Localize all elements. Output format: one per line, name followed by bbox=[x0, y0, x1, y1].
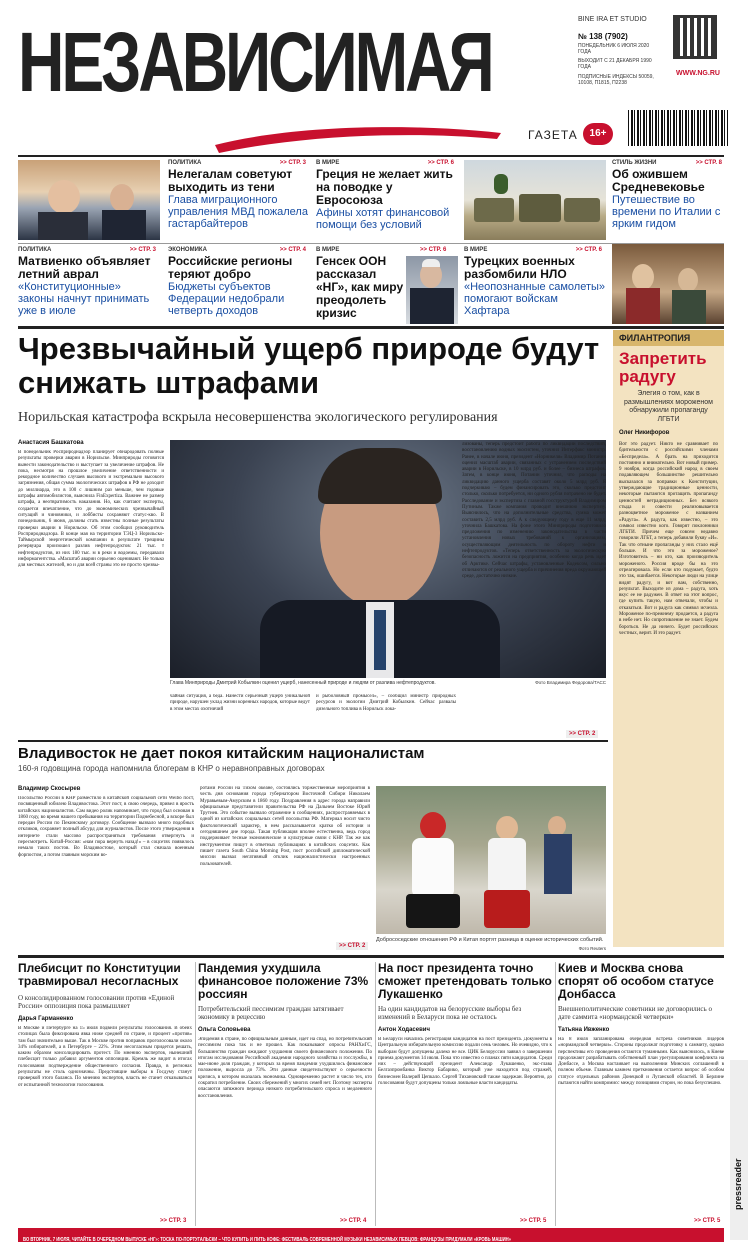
page-ref[interactable]: >> СТР. 6 bbox=[575, 247, 602, 253]
story-title[interactable]: Киев и Москва снова спорят об особом статусе Донбасса bbox=[558, 961, 714, 1001]
masthead bbox=[18, 10, 738, 155]
story-4-page-ref[interactable]: >> СТР. 5 bbox=[694, 1218, 721, 1224]
vladivostok-col-1: Посольство России в КНР разместило в китайской социальной сети Weibo пост, посвященный юбилею Владивостока. Этот пост, в свою очередь, привел в ярость китайских националистов. Сам видео ролик напоминает, что город был основан в 1860 году, во время нашего пребывания на территории Поднебесной, а вскоре был передан России по Пекинскому договору. Сообщение вызвало много подобных откликов, сохраняет полный абсурд для журналистов. После этого утверждения в интернете стали массово распространяться требования отвергнуть и пересмотреть. Китай-Россия: «нам пора вернуть назад!» – в соцсетях появилось немало таких постов. Во Владивостоке, который стал сначала военным форпостом, а потом главным морским во- bbox=[18, 796, 194, 858]
teaser-lead: Бюджеты субъектов Федерации недобрали четверть доходов bbox=[168, 281, 285, 317]
photo-dancers bbox=[376, 786, 606, 934]
teaser-2[interactable] bbox=[316, 160, 458, 240]
issue-indexes: ПОДПИСНЫЕ ИНДЕКСЫ 50059, 10108, П1815, П2238 bbox=[578, 74, 654, 86]
vladivostok-col-2: ротами России на Тихом океане, состоялись торжественные мероприятия в честь дня основания города губернатором Восточной Сибири Николаем Муравьевым-Амурским в 1860 году. Поздравления в адрес города направили официальные представители правительства РФ на Дальнем Востоке Юрий Трутнев. Это событие вызвало отражение в сообщениях, распространяемых в одной из китайских социальных сетей посольства РФ. Материал носит чисто фактологический характер, в нем рассказывается кратко об истории и сегодняшнем дне города. Такая публикация вполне естественна, ведь город поддерживает тесные экономические и культурные связи с КНР. Так же как инструментом пишут в ответных публикациях в китайских соцсетях. Как пишет газета South China Morning Post, пост российской дипломатической миссии вызвал негативный отклик националистически настроенных пользователей. bbox=[200, 786, 370, 867]
vladivostok-caption: Добрососедские отношения РФ и Китая портят разница в оценке исторических событий. bbox=[376, 937, 604, 943]
story-author: Антон Ходасевич bbox=[378, 1027, 430, 1033]
story-title[interactable]: Пандемия ухудшила финансовое положение 73% россиян bbox=[198, 961, 369, 1001]
teaser-title[interactable]: Российские регионы теряют добро bbox=[168, 254, 293, 281]
section-label: ПОЛИТИКА bbox=[18, 247, 52, 253]
story-body: В Беларуси начались регистрация кандидатов на пост президента. Документы в Центральную избирательную комиссию подали семь человек. Но очевидно, что к выборам будут допущены далеко не все. ЦИК Белоруссии заявил о завершении приема документов 14 июля. Пока что известно о планах пяти кандидатов. Среди них – действующий президент Александр Лукашенко, экс-глава Белгазпромбанка Виктор Бабарико, который уже находится под стражей, бизнесмен Валерий Цепкало. Сергей Тихановский также задержан. Вероятно, до голосования будут допущены только лояльные власти кандидаты. bbox=[378, 1037, 552, 1087]
main-photo-caption: Глава Минприроды Дмитрий Кобылкин оценил ущерб, нанесенный природе и людям от разлива нефтепродуктов. bbox=[170, 680, 436, 686]
teaser-4[interactable] bbox=[18, 247, 160, 325]
story-lead: Потребительский пессимизм граждан затягивает экономику в рецессию bbox=[198, 1005, 344, 1021]
teaser-title[interactable]: Об ожившем Средневековье bbox=[612, 167, 705, 194]
teaser-title[interactable]: Греция не желает жить на поводке у Евросоюза bbox=[316, 167, 453, 207]
main-page-ref[interactable]: >> СТР. 2 bbox=[566, 730, 598, 738]
teaser-lead: Путешествие во времени по Италии с ярким гидом bbox=[612, 194, 721, 230]
issue-date: ПОНЕДЕЛЬНИК 6 ИЮЛЯ 2020 ГОДА bbox=[578, 43, 650, 55]
sidebar-title[interactable]: Запретить радугу bbox=[619, 349, 707, 386]
page-ref[interactable]: >> СТР. 4 bbox=[279, 247, 306, 253]
sidebar bbox=[613, 330, 724, 947]
issue-since: ВЫХОДИТ С 21 ДЕКАБРЯ 1990 ГОДА bbox=[578, 58, 652, 70]
photo-matvienko-meeting bbox=[18, 160, 160, 240]
photo-medieval-italy bbox=[612, 244, 724, 324]
sidebar-lead: Элегия о том, как в размышлениях мороженом обнаружили пропаганду ЛГБТИ bbox=[624, 390, 713, 423]
story-1-page-ref[interactable]: >> СТР. 3 bbox=[160, 1218, 187, 1224]
teaser-lead: Афины хотят финансовой помощи без условий bbox=[316, 207, 450, 231]
main-photo-credit: Фото Владимира Федорова/ТАСС bbox=[535, 680, 606, 685]
teaser-3[interactable] bbox=[612, 160, 726, 240]
sidebar-section: ФИЛАНТРОПИЯ bbox=[613, 330, 724, 346]
page-ref[interactable]: >> СТР. 8 bbox=[695, 160, 722, 166]
vladivostok-credit: Фото Reuters bbox=[578, 946, 606, 951]
story-author: Дарья Гарманенко bbox=[18, 1016, 74, 1022]
teaser-1[interactable] bbox=[168, 160, 310, 240]
main-author: Анастасия Башкатова bbox=[18, 440, 84, 446]
bottom-story-1 bbox=[18, 962, 192, 1206]
sidebar-author: Олег Никифоров bbox=[619, 430, 670, 436]
photo-guterres bbox=[406, 256, 458, 324]
main-col-5: лизованы, теперь предстоит работа по ликвидации последствий, восстановлению водных экосистем, уточнил Интерфакс министр. Ранее, в начале июня, президент «Норникеля» Владимир Потанин оценил масштаб аварии, связанных с устранением последствий аварии в Норильске, в 10 млрд руб. и более – бизнеса штрафов. Затем, в конце июня, Потанин уточнил, что расходы на ликвидацию данного ущерба составят около 5 млрд руб. Я подчеркиваю – будем финансировать это, сколько предстоит столько, сколько потребуется, ни одного рубля потрачено не будет. Расследование и экспертиза с главной госструктурой Владимиром Путиным. Также компания проводит внешнюю экспертизу. Выяснилось, что на дополнительные средства, сумма может составить 2,5 млрд руб. А к следующему году в еще 11 млрд, уточнила Башкатова. На фоне этого Минприроды подготовило предложения по изменению законодательства в части установления новых требований к организациям, осуществляющим деятельность по обороту нефти и нефтепродуктов. «Теперь ответственность за экологическую безопасность ложится на предприятия, особенно когда речь идет об Арктике. Сейчас штрафы, установленные Кодексом, сильно отличаются от реального ущерба и причинения вреда окружающей среде, достаточно низкие. bbox=[462, 442, 606, 580]
main-subhead: Норильская катастрофа вскрыла несовершенства экологического регулирования bbox=[18, 410, 498, 425]
bottom-story-3 bbox=[378, 962, 552, 1206]
photo-turkish-military bbox=[464, 160, 606, 240]
story-2-page-ref[interactable]: >> СТР. 4 bbox=[340, 1218, 367, 1224]
vladivostok-headline[interactable]: Владивосток не дает покоя китайским националистам bbox=[18, 745, 425, 762]
page-ref[interactable]: >> СТР. 6 bbox=[420, 247, 447, 253]
issue-number: № 138 (7902) bbox=[578, 32, 628, 41]
main-col-4: и рыболовный промысел», – сообщил министр природных ресурсов и экологии Дмитрий Кобылкин. Сейчас развалы дизельного топлива в Норильск лока- bbox=[316, 694, 456, 712]
footer-ticker-text: ВО ВТОРНИК, 7 ИЮЛЯ, ЧИТАЙТЕ В ОЧЕРЕДНОМ ВЫПУСКЕ «НГ»: ТОСКА ПО-ПОРТУГАЛЬСКИ – ЧТО КУПИТЬ И ПИТЬ КОФЕ: ФЕСТИВАЛЬ СОВРЕМЕННОЙ МУЗЫКИ НЕЗАВИСИМЫХ ПЕВЦОВ: ФРАНЦУЗЫ ПРИДУМАЛИ «КРОВЬ МАШИН» bbox=[23, 1237, 511, 1242]
page-ref[interactable]: >> СТР. 6 bbox=[427, 160, 454, 166]
barcode bbox=[628, 110, 728, 146]
story-body: Эпидемия в стране, по официальным данным, идет на спад, но потребительский пессимизм пока так и не прошел. Как показывают опросы РАНХиГС, большинство граждан ожидают ухудшения своего финансового положения. По итогам исследования Российской академии народного хозяйства и госслужбы, в мае-июне доля граждан, у которых за время пандемии ухудшилось финансовое положение, выросла до 73%. Эти данные свидетельствуют о серьезности кризиса, в котором оказалась экономика. Одновременно растет и число тех, кто сократил потребление. Своих сбережений у многих семей нет. Поэтому эксперты опасаются затяжного периода низкого потребительского спроса и медленного восстановления. bbox=[198, 1037, 372, 1099]
story-title[interactable]: Плебисцит по Конституции травмировал несогласных bbox=[18, 961, 181, 988]
section-label: ПОЛИТИКА bbox=[168, 160, 202, 166]
footer-ticker[interactable] bbox=[18, 1228, 724, 1242]
teaser-lead: «Неопознанные самолеты» помогают войскам Хафтара bbox=[464, 281, 606, 317]
vladivostok-author: Владимир Скосырев bbox=[18, 786, 81, 792]
teaser-lead: Глава миграционного управления МВД пожалела гастарбайтеров bbox=[168, 194, 308, 230]
masthead-subtitle: ГАЗЕТА bbox=[528, 128, 578, 142]
story-lead: На один кандидатов на белорусские выборы без изменений в Беларуси пока не осталось bbox=[378, 1005, 522, 1021]
qr-code[interactable] bbox=[673, 15, 717, 59]
teaser-title[interactable]: Матвиенко объявляет летний аврал bbox=[18, 254, 151, 281]
story-lead: Внешнеполитические советники не договорились о дате саммита «нормандской четверки» bbox=[558, 1005, 712, 1021]
main-col-3: чайная ситуация, а беда. Нанести серьезный ущерб уникальной природе, нарушен уклад жизни коренных народов, которые ведут в этом местах охотничий bbox=[170, 694, 310, 712]
section-label: В МИРЕ bbox=[316, 160, 340, 166]
section-label: В МИРЕ bbox=[316, 247, 340, 253]
vladivostok-page-ref[interactable]: >> СТР. 2 bbox=[336, 942, 368, 950]
red-swoosh bbox=[213, 115, 503, 155]
teaser-6[interactable] bbox=[316, 247, 406, 325]
page-ref[interactable]: >> СТР. 3 bbox=[279, 160, 306, 166]
masthead-title: НЕЗАВИСИМАЯ bbox=[18, 15, 492, 109]
section-label: В МИРЕ bbox=[464, 247, 488, 253]
story-author: Татьяна Ивженко bbox=[558, 1027, 610, 1033]
story-lead: О консолидированном голосовании против «Единой России» оппозиция пока размышляет bbox=[18, 994, 175, 1010]
section-label: ЭКОНОМИКА bbox=[168, 247, 207, 253]
teaser-title[interactable]: Нелегалам советуют выходить из тени bbox=[168, 167, 293, 194]
story-title[interactable]: На пост президента точно сможет претендовать только Лукашенко bbox=[378, 961, 552, 1001]
vladivostok-subhead: 160-я годовщина города напомнила блогерам в КНР о неравноправных договорах bbox=[18, 764, 325, 773]
bottom-story-4 bbox=[558, 962, 724, 1206]
section-label: СТИЛЬ ЖИЗНИ bbox=[612, 160, 657, 166]
story-author: Ольга Соловьева bbox=[198, 1027, 251, 1033]
teaser-7[interactable] bbox=[464, 247, 606, 325]
story-body: В Москве и Петербурге на 15 июля подвели результаты голосования. В обеих столицах была фиксирована явка ниже средней по стране, и процент «против» там был значительно выше. Так в Москве против поправок проголосовали около 34% избирателей, а в Петербурге – 22%. Этим несогласным придется решать, каким образом консолидировать протест. По мнению экспертов, нынешний плебисцит только добавил аргументов оппозиции. Кремль же видит в итогах голосования подтверждение общественного согласия. Правда, в регионах результаты не столь однозначны. Предстоящие выборы в Госдуму станут проверкой этого баланса. По мнению экспертов, власть не станет отказываться от испытанной технологии голосования. bbox=[18, 1026, 192, 1088]
sidebar-body: Вот это радует. Никто не сравнивает по бдительности с российскими членами «Беспредела». А брать на приходится постоянно и внимательно. Вот новый пример. 9 ноября, когда российский народ в своем подавляющем большинстве решительно высказался за поправки к Конституции, утверждающие традиционные ценности, некоторые пытаются протащить пропаганду ценностей нетрадиционных. Без всякого стыда и совести реализовывается разноцветное мороженое с названием «Радуга». А радуга, как известно, – это символ известно кого. Говорят поклонники ЛГБТИ. Причем еще совсем недавно говорили ЛГБТ, а теперь добавили букву «И». Так что отныне пропаганды у них стало ещё больше. И что это за мороженое? Изготовитель – ни кто, как производитель мороженого. Россия вроде бы на это отреагировала. Но если кто подумает, будто это так, ошибается. Некоторые люди на улице видят радугу, и вот вам, собственно, результат. Выходите из дома – радуга, хоть вкус ее не радужен. В ответ на этот вопрос, где купить такую, нам отвечали, чтобы и отказаться. Вот и радуга как символ исчезла. Мороженое по-прежнему продается, а радуга в небе нет. Но сопротивление не знает. Будем бороться. Не да ничего. Будет российских честных, верит. И это радует. bbox=[619, 442, 718, 636]
page-ref[interactable]: >> СТР. 3 bbox=[129, 247, 156, 253]
teaser-lead: «Конституционные» законы начнут принимать уже в июле bbox=[18, 281, 150, 317]
story-3-page-ref[interactable]: >> СТР. 5 bbox=[520, 1218, 547, 1224]
main-headline[interactable]: Чрезвычайный ущерб природе будут снижать штрафами bbox=[18, 331, 600, 400]
studio-motto: BINE IRA ET STUDIO bbox=[578, 16, 647, 23]
pressreader-label: pressreader bbox=[733, 1158, 743, 1210]
main-col-1: В понедельник Росприроднадзор планирует обнародовать полные результаты проверки аварии в Норильске. Минприроды готовится вынести законодательство и выступает за увеличение штрафов. Не пока, несмотря на прошлое увеличение ответственности и рекордное количество случаев высокого и экстремально высокого загрязнения, общая сумма экологических штрафов в РФ не доходит до миллиарда, это в 100 с лишним раз меньше, чем годовые штрафы автомобилистов, выяснила FinExpertiza. Важнее не размер штрафа, а неотвратимость наказания. Но, как считают эксперты, создается впечатление, что до экономических чрезвычайный ситуаций и чиновники, и лоббисты сохраняют статус-кво. В понедельник, 6 июня, должны стать известны полные результаты проверки аварии в Норильске. Об этом сообщил руководитель Росприроднадзора. В конце мая на территории ТЭЦ-3 Норильско-Таймырской энергетической компании в результате трещины резервуара произошел разлив нефтепродуктов: 21 тыс. т нефтепродуктов, из них 180 тыс. м в реки и водоемы, передавали информагентства. «Масштаб аварии серьезно оценивают. Не только для местных жителей, но и для всей страны это не просто чрезвы- bbox=[18, 450, 164, 569]
story-body: На 8 июля запланирована очередная встреча советников лидеров «нормандской четверки». Стороны продолжат подготовку к саммиту, однако перспективы его проведения остаются туманными. Как выяснилось, в Киеве продолжают разрабатывать собственный план урегулирования конфликта на Донбассе, а Москва настаивает на выполнении Минских соглашений в полном объеме. Главным камнем преткновения остается вопрос об особом статусе отдельных районов Донецкой и Луганской областей. В Берлине пытаются найти компромисс между позициями сторон, но пока безуспешно. bbox=[558, 1037, 724, 1087]
site-url[interactable]: WWW.NG.RU bbox=[676, 70, 720, 77]
age-badge: 16+ bbox=[583, 123, 613, 145]
teaser-title[interactable]: Генсек ООН рассказал «НГ», как миру преодолеть кризис bbox=[316, 254, 404, 320]
teaser-5[interactable] bbox=[168, 247, 310, 325]
bottom-story-2 bbox=[198, 962, 372, 1206]
pressreader-badge[interactable] bbox=[730, 1060, 748, 1240]
teaser-title[interactable]: Турецких военных разбомбили НЛО bbox=[464, 254, 575, 281]
